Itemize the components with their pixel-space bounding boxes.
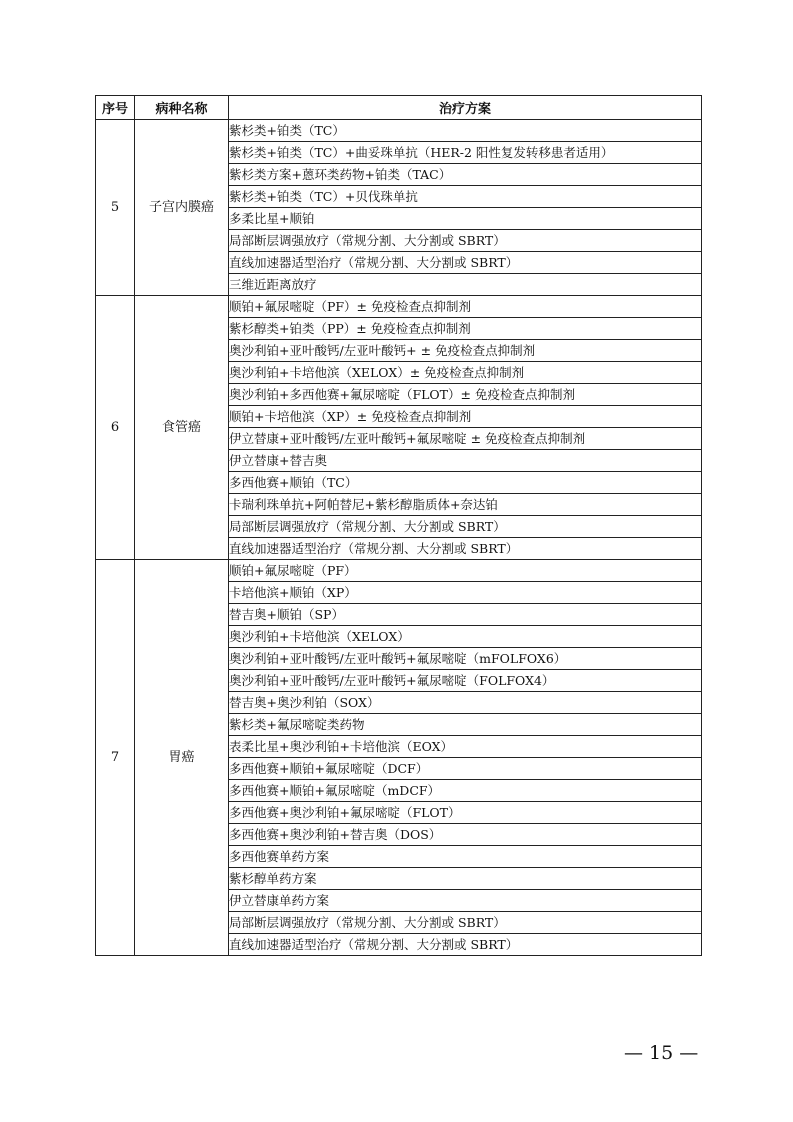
page-number: — 15 —	[624, 1042, 699, 1064]
treatment-plan-cell: 伊立替康+亚叶酸钙/左亚叶酸钙+氟尿嘧啶 ± 免疫检查点抑制剂	[229, 428, 702, 450]
treatment-plan-cell: 局部断层调强放疗（常规分割、大分割或 SBRT）	[229, 912, 702, 934]
table-row	[96, 120, 702, 142]
treatment-plan-cell: 顺铂+氟尿嘧啶（PF）	[229, 560, 702, 582]
table-row	[96, 296, 702, 318]
seq-cell: 7	[96, 560, 135, 956]
treatment-plan-cell: 奥沙利铂+亚叶酸钙/左亚叶酸钙+氟尿嘧啶（mFOLFOX6）	[229, 648, 702, 670]
treatment-plan-cell: 奥沙利铂+多西他赛+氟尿嘧啶（FLOT）± 免疫检查点抑制剂	[229, 384, 702, 406]
treatment-plan-cell: 顺铂+卡培他滨（XP）± 免疫检查点抑制剂	[229, 406, 702, 428]
treatment-plan-cell: 局部断层调强放疗（常规分割、大分割或 SBRT）	[229, 230, 702, 252]
treatment-plan-cell: 卡培他滨+顺铂（XP）	[229, 582, 702, 604]
treatment-plan-cell: 多西他赛+顺铂（TC）	[229, 472, 702, 494]
table-row	[96, 560, 702, 582]
seq-cell: 5	[96, 120, 135, 296]
treatment-plan-cell: 直线加速器适型治疗（常规分割、大分割或 SBRT）	[229, 538, 702, 560]
treatment-plan-cell: 三维近距离放疗	[229, 274, 702, 296]
treatment-plan-cell: 多西他赛单药方案	[229, 846, 702, 868]
treatment-plan-cell: 紫杉醇单药方案	[229, 868, 702, 890]
treatment-plan-cell: 直线加速器适型治疗（常规分割、大分割或 SBRT）	[229, 252, 702, 274]
treatment-plan-cell: 紫杉类+铂类（TC）	[229, 120, 702, 142]
treatment-plan-cell: 多柔比星+顺铂	[229, 208, 702, 230]
table-header-row	[96, 96, 702, 120]
treatment-plan-cell: 奥沙利铂+卡培他滨（XELOX）± 免疫检查点抑制剂	[229, 362, 702, 384]
treatment-plan-cell: 多西他赛+奥沙利铂+氟尿嘧啶（FLOT）	[229, 802, 702, 824]
treatment-plan-cell: 奥沙利铂+亚叶酸钙/左亚叶酸钙+ ± 免疫检查点抑制剂	[229, 340, 702, 362]
treatment-plan-cell: 紫杉类+氟尿嘧啶类药物	[229, 714, 702, 736]
disease-name-cell: 食管癌	[135, 296, 229, 560]
treatment-plan-cell: 紫杉醇类+铂类（PP）± 免疫检查点抑制剂	[229, 318, 702, 340]
treatment-plan-cell: 直线加速器适型治疗（常规分割、大分割或 SBRT）	[229, 934, 702, 956]
treatment-plan-cell: 多西他赛+顺铂+氟尿嘧啶（mDCF）	[229, 780, 702, 802]
treatment-plan-cell: 紫杉类+铂类（TC）+贝伐珠单抗	[229, 186, 702, 208]
treatment-plan-cell: 顺铂+氟尿嘧啶（PF）± 免疫检查点抑制剂	[229, 296, 702, 318]
treatment-plan-cell: 奥沙利铂+亚叶酸钙/左亚叶酸钙+氟尿嘧啶（FOLFOX4）	[229, 670, 702, 692]
treatment-plan-cell: 表柔比星+奥沙利铂+卡培他滨（EOX）	[229, 736, 702, 758]
treatment-plan-cell: 局部断层调强放疗（常规分割、大分割或 SBRT）	[229, 516, 702, 538]
treatment-plan-cell: 伊立替康单药方案	[229, 890, 702, 912]
treatment-plan-cell: 多西他赛+顺铂+氟尿嘧啶（DCF）	[229, 758, 702, 780]
treatment-plan-cell: 紫杉类方案+蒽环类药物+铂类（TAC）	[229, 164, 702, 186]
treatment-plan-cell: 替吉奥+奥沙利铂（SOX）	[229, 692, 702, 714]
seq-cell: 6	[96, 296, 135, 560]
treatment-plan-cell: 紫杉类+铂类（TC）+曲妥珠单抗（HER-2 阳性复发转移患者适用）	[229, 142, 702, 164]
disease-name-cell: 胃癌	[135, 560, 229, 956]
header-disease: 病种名称	[135, 96, 229, 120]
disease-name-cell: 子宫内膜癌	[135, 120, 229, 296]
treatment-plan-cell: 奥沙利铂+卡培他滨（XELOX）	[229, 626, 702, 648]
treatment-plan-cell: 伊立替康+替吉奥	[229, 450, 702, 472]
header-plan: 治疗方案	[229, 96, 702, 120]
table-body	[96, 120, 702, 956]
treatment-plan-cell: 替吉奥+顺铂（SP）	[229, 604, 702, 626]
treatment-plan-table	[95, 95, 702, 956]
header-seq: 序号	[96, 96, 135, 120]
treatment-plan-cell: 多西他赛+奥沙利铂+替吉奥（DOS）	[229, 824, 702, 846]
treatment-plan-cell: 卡瑞利珠单抗+阿帕替尼+紫杉醇脂质体+奈达铂	[229, 494, 702, 516]
